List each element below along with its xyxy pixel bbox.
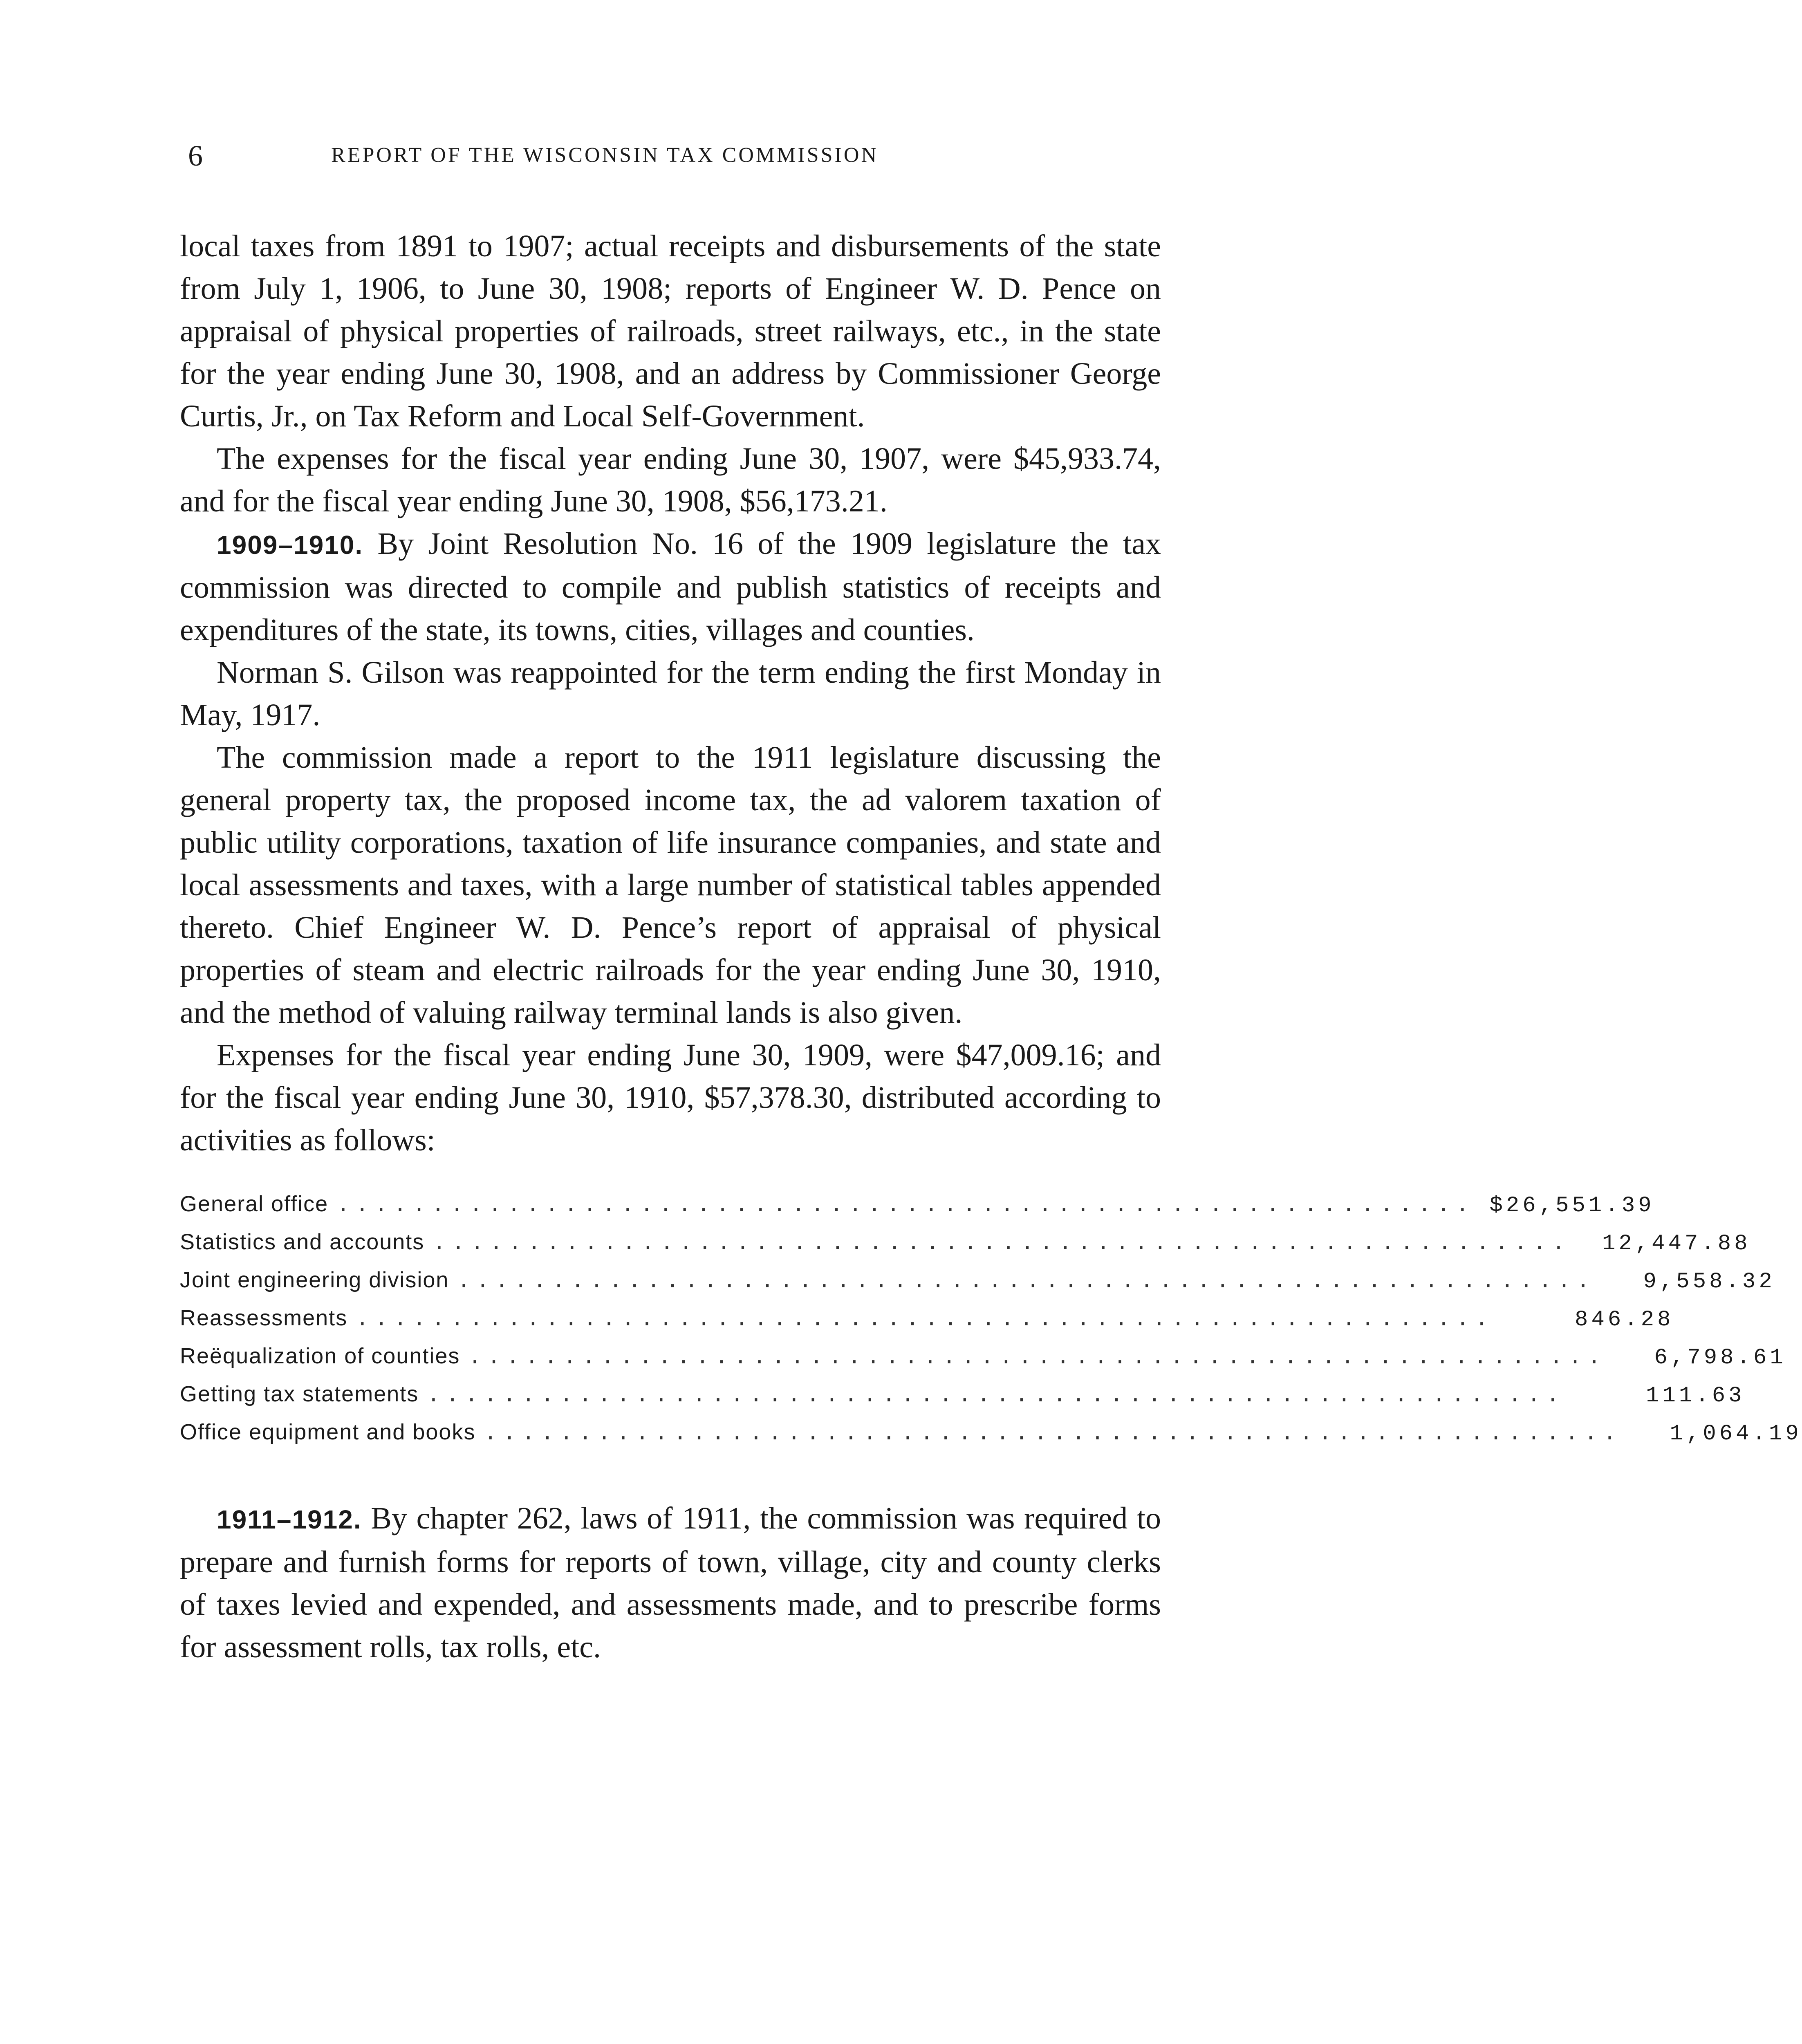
page-number: 6	[188, 139, 203, 172]
page-header	[180, 139, 1161, 176]
paragraph-text: By Joint Resolution No. 16 of the 1909 legislature the tax commission was directed to compile and publish statistics of receipts and expenditures of the state, its towns, cities, villages and counties.	[180, 527, 1161, 647]
paragraph-continued	[180, 225, 1161, 437]
leader-dots: ............................................................	[484, 1421, 1622, 1446]
table-row	[180, 1262, 1775, 1300]
table-row	[180, 1338, 1786, 1376]
table-row	[180, 1224, 1751, 1262]
leader-dots: ............................................................	[468, 1345, 1607, 1370]
expense-amount: 12,447.88	[1602, 1231, 1751, 1256]
paragraph-expenses-1909-1910	[180, 1034, 1161, 1161]
expenses-table	[180, 1186, 1802, 1452]
expense-amount: 846.28	[1575, 1307, 1674, 1332]
expense-label: Joint engineering division	[180, 1268, 449, 1292]
expense-label: Reassessments	[180, 1306, 348, 1330]
leader-dots: ............................................................	[336, 1193, 1475, 1218]
expense-amount: 6,798.61	[1654, 1345, 1786, 1370]
leader-dots: ............................................................	[457, 1269, 1596, 1294]
leader-dots: ............................................................	[356, 1307, 1494, 1332]
expense-label: Getting tax statements	[180, 1382, 419, 1406]
paragraph-text: The expenses for the fiscal year ending June 30, 1907, were $45,933.74, and for the fiscal year ending June 30, 1908, $56,173.21.	[180, 442, 1161, 518]
table-row	[180, 1300, 1674, 1338]
paragraph-text: Expenses for the fiscal year ending June 30, 1909, were $47,009.16; and for the fiscal year ending June 30, 1910, $57,378.30, distributed according to activities as follows:	[180, 1038, 1161, 1157]
table-row	[180, 1186, 1655, 1224]
leader-dots: ............................................................	[427, 1383, 1565, 1408]
paragraph-report-1911	[180, 736, 1161, 1034]
paragraph-expenses-1907-1908	[180, 437, 1161, 522]
paragraph-text: local taxes from 1891 to 1907; actual receipts and disbursements of the state from July 1, 1906, to June 30, 1908; reports of Engineer W. D. Pence on appraisal of physical properties of railroads, street railways, etc., in the state for the year ending June 30, 1908, and an address by Commissioner George Curtis, Jr., on Tax Reform and Local Self-Government.	[180, 229, 1161, 433]
expense-label: Office equipment and books	[180, 1420, 476, 1444]
paragraph-text: The commission made a report to the 1911 legislature discussing the general property tax, the proposed income tax, the ad valorem taxation of public utility corporations, taxation of life insurance companies, and state and local assessments and taxes, with a large number of statistical tables appended thereto. Chief Engineer W. D. Pence’s report of appraisal of physical properties of steam and electric railroads for the year ending June 30, 1910, and the method of valuing railway terminal lands is also given.	[180, 740, 1161, 1030]
paragraph-text: By chapter 262, laws of 1911, the commission was required to prepare and furnish forms for reports of town, village, city and county clerks of taxes levied and expended, and assessments made, and to prescribe forms for assessment rolls, tax rolls, etc.	[180, 1501, 1161, 1664]
document-page	[180, 139, 1802, 1668]
table-row	[180, 1414, 1802, 1452]
expense-amount: 111.63	[1646, 1383, 1745, 1408]
body-text	[180, 225, 1802, 1668]
section-lead-1911-1912: 1911–1912.	[217, 1505, 362, 1534]
running-title: REPORT OF THE WISCONSIN TAX COMMISSION	[331, 143, 879, 167]
expense-label: Statistics and accounts	[180, 1230, 425, 1254]
expense-label: Reëqualization of counties	[180, 1344, 460, 1368]
expense-amount: 9,558.32	[1643, 1269, 1775, 1294]
paragraph-1911-1912	[180, 1497, 1161, 1668]
leader-dots: ............................................................	[433, 1231, 1571, 1256]
section-lead-1909-1910: 1909–1910.	[217, 530, 363, 560]
paragraph-gilson	[180, 651, 1161, 736]
expense-amount: 1,064.19	[1670, 1421, 1802, 1446]
expense-label: General office	[180, 1192, 329, 1216]
expense-amount: $26,551.39	[1489, 1193, 1655, 1218]
paragraph-1909-1910	[180, 522, 1161, 651]
paragraph-text: Norman S. Gilson was reappointed for the term ending the first Monday in May, 1917.	[180, 655, 1161, 732]
table-row	[180, 1376, 1745, 1414]
